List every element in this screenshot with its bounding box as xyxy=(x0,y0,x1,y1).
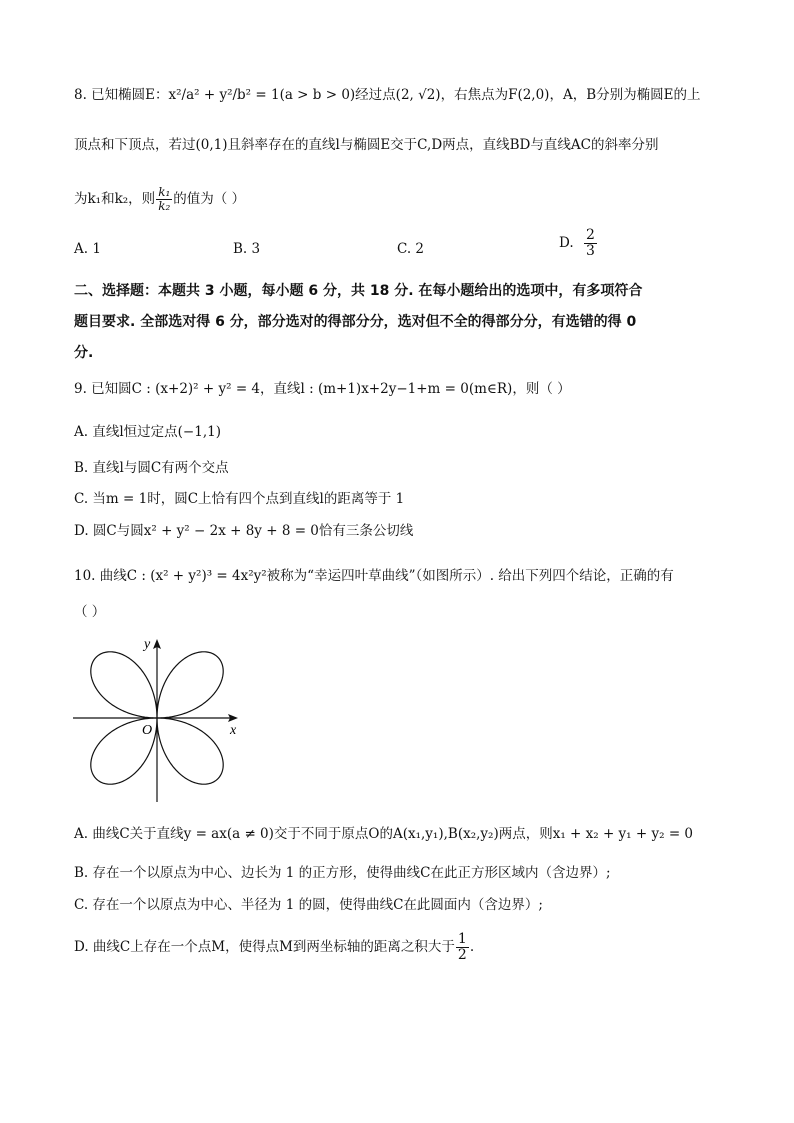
q8-line3-pre: 为k₁和k₂，则 xyxy=(74,191,156,207)
q8-k-ratio-den: k₂ xyxy=(158,199,171,213)
section2-line2: 题目要求. 全部选对得 6 分，部分选对的得部分分，选对但不全的得部分分，有选错的得 0 xyxy=(74,314,637,330)
q10-option-d-den: 2 xyxy=(457,947,467,963)
origin-label: O xyxy=(142,723,153,738)
q10-option-d-fraction xyxy=(456,932,469,963)
four-leaf-clover-figure xyxy=(70,630,250,810)
q10-option-d-post: . xyxy=(469,939,475,955)
q9-stem: 9. 已知圆C : (x+2)² + y² = 4，直线l : (m+1)x+2y−1+m = 0(m∈R)，则（ ） xyxy=(74,381,571,397)
q8-option-a: A. 1 xyxy=(74,241,101,257)
section2-line1: 二、选择题：本题共 3 小题，每小题 6 分，共 18 分. 在每小题给出的选项中，有多项符合 xyxy=(74,283,643,299)
section2-line3: 分. xyxy=(74,345,94,361)
q9-option-b: B. 直线l与圆C有两个交点 xyxy=(74,460,229,476)
q8-k-ratio-num: k₁ xyxy=(158,185,171,199)
q10-option-b: B. 存在一个以原点为中心、边长为 1 的正方形，使得曲线C在此正方形区域内（含边界）; xyxy=(74,865,611,881)
q8-option-d-den: 3 xyxy=(585,243,595,259)
q10-option-d-pre: D. 曲线C上存在一个点M，使得点M到两坐标轴的距离之积大于 xyxy=(74,939,455,955)
q8-option-d-label: D. xyxy=(559,235,574,251)
q9-option-a: A. 直线l恒过定点(−1,1) xyxy=(74,424,221,440)
q8-line2: 顶点和下顶点，若过(0,1)且斜率存在的直线l与椭圆E交于C,D两点，直线BD与直线AC的斜率分别 xyxy=(74,137,659,153)
q8-line3-post: 的值为（ ） xyxy=(173,191,246,207)
q8-line3 xyxy=(74,186,245,213)
q10-stem-line1: 10. 曲线C : (x² + y²)³ = 4x²y²被称为“幸运四叶草曲线”（如图所示）. 给出下列四个结论，正确的有 xyxy=(74,568,674,584)
q8-line1: 8. 已知椭圆E：x²/a² + y²/b² = 1(a > b > 0)经过点(2, √2)，右焦点为F(2,0)，A，B分别为椭圆E的上 xyxy=(74,87,701,103)
q8-option-c: C. 2 xyxy=(397,241,425,257)
q10-option-d-num: 1 xyxy=(457,931,467,947)
q8-option-d xyxy=(559,228,598,259)
q9-option-d: D. 圆C与圆x² + y² − 2x + 8y + 8 = 0恰有三条公切线 xyxy=(74,523,414,539)
q8-option-d-fraction xyxy=(584,228,597,259)
q10-option-a: A. 曲线C关于直线y = ax(a ≠ 0)交于不同于原点O的A(x₁,y₁),B(x₂,y₂)两点，则x₁ + x₂ + y₁ + y₂ = 0 xyxy=(74,826,694,842)
q10-option-c: C. 存在一个以原点为中心、半径为 1 的圆，使得曲线C在此圆面内（含边界）; xyxy=(74,897,543,913)
q8-k-ratio xyxy=(156,186,172,213)
q8-option-b: B. 3 xyxy=(233,241,261,257)
q10-option-d xyxy=(74,932,474,963)
axis-label-x: x xyxy=(230,723,237,738)
q9-option-c: C. 当m = 1时，圆C上恰有四个点到直线l的距离等于 1 xyxy=(74,491,405,507)
axis-label-y: y xyxy=(144,637,151,652)
q10-stem-line2: （ ） xyxy=(74,604,106,620)
q8-option-d-num: 2 xyxy=(585,227,595,243)
